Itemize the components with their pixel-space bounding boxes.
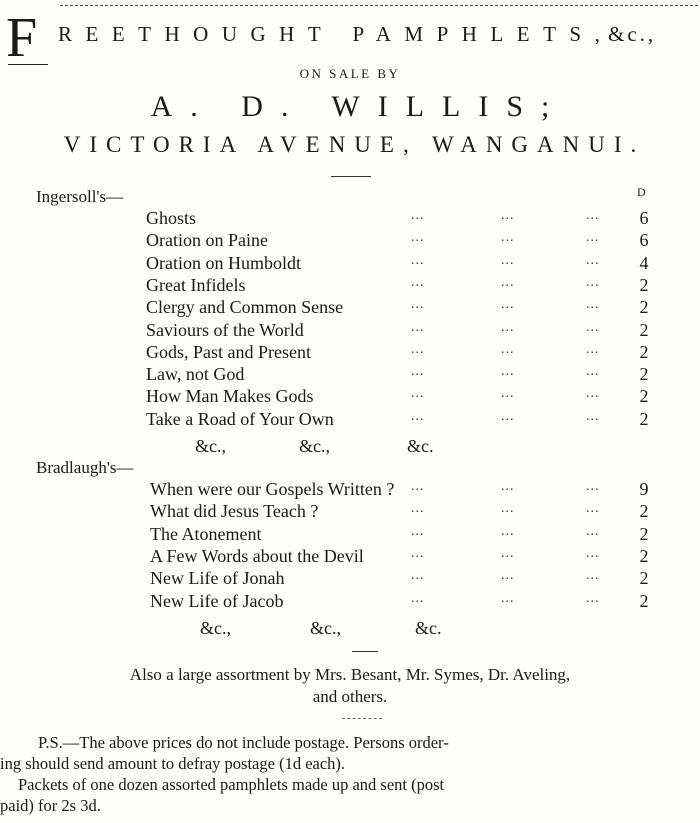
list-item	[146, 320, 650, 342]
title-text: REETHOUGHT PAMPHLETS,	[58, 22, 614, 46]
pamphlet-price: 2	[639, 523, 649, 544]
leader-dots: ...	[586, 386, 600, 402]
leader-dots: ...	[411, 568, 425, 584]
ps-line-1: P.S.—The above prices do not include postage. Persons order-	[38, 733, 449, 752]
section-heading-bradlaugh: Bradlaugh's—	[36, 458, 134, 477]
leader-dots: ...	[501, 274, 515, 290]
list-item	[150, 546, 650, 568]
pamphlet-price: 4	[639, 252, 649, 273]
leader-dots: ...	[501, 252, 515, 268]
pamphlet-price: 2	[639, 408, 649, 429]
pamphlet-title: How Man Makes Gods	[146, 386, 314, 407]
etc-mark: &c.,	[200, 618, 231, 638]
leader-dots: ...	[411, 297, 425, 313]
list-item	[150, 524, 650, 546]
seller-name: A. D. WILLIS;	[150, 90, 568, 123]
title-initial: F	[6, 7, 38, 69]
leader-dots: ...	[501, 230, 515, 246]
leader-dots: ...	[501, 501, 515, 517]
also-line-2: and others.	[312, 687, 388, 706]
pamphlet-title: Oration on Paine	[146, 230, 268, 251]
leader-dots: ...	[586, 208, 600, 223]
etc-mark: &c.	[415, 618, 442, 638]
etc-mark: &c.,	[299, 436, 330, 456]
leader-dots: ...	[411, 364, 425, 380]
pamphlet-title: The Atonement	[150, 523, 262, 544]
pamphlet-price: 2	[639, 341, 649, 362]
pamphlet-title: Clergy and Common Sense	[146, 297, 344, 318]
leader-dots: ...	[586, 568, 600, 584]
leader-dots: ...	[586, 341, 600, 357]
pamphlet-title: Law, not God	[146, 364, 245, 385]
also-line-1: Also a large assortment by Mrs. Besant, Mr. Symes, Dr. Aveling,	[129, 665, 571, 684]
leader-dots: ...	[586, 523, 600, 539]
leader-dots: ...	[586, 319, 600, 335]
list-item	[146, 342, 650, 364]
list-item	[146, 409, 650, 431]
leader-dots: ...	[411, 501, 425, 517]
leader-dots: ...	[411, 319, 425, 335]
leader-dots: ...	[586, 501, 600, 517]
leader-dots: ...	[501, 408, 515, 424]
leader-dots: ...	[501, 341, 515, 357]
pamphlet-title: Take a Road of Your Own	[146, 408, 334, 429]
leader-dots: ...	[501, 479, 515, 494]
list-item	[146, 230, 650, 252]
leader-dots: ...	[586, 590, 600, 606]
list-item	[146, 208, 650, 230]
leader-dots: ...	[501, 568, 515, 584]
divider-rule	[331, 176, 371, 177]
bradlaugh-etc-row	[200, 618, 500, 640]
list-item	[146, 297, 650, 319]
pamphlet-title: Great Infidels	[146, 274, 246, 295]
leader-dots: ...	[411, 545, 425, 561]
leader-dots: ...	[411, 408, 425, 424]
leader-dots: ...	[411, 341, 425, 357]
ps-line-4: paid) for 2s 3d.	[0, 796, 101, 815]
advert-title	[0, 6, 700, 70]
pamphlet-title: Ghosts	[146, 208, 197, 228]
leader-dots: ...	[411, 252, 425, 268]
pamphlet-price: 2	[639, 274, 649, 295]
leader-dots: ...	[501, 208, 515, 223]
leader-dots: ...	[501, 545, 515, 561]
leader-dots: ...	[586, 545, 600, 561]
title-etc: &c.,	[608, 22, 657, 46]
list-item	[150, 501, 650, 523]
leader-dots: ...	[501, 297, 515, 313]
on-sale-by: ON SALE BY	[299, 66, 401, 81]
list-item	[146, 386, 650, 408]
leader-dots: ...	[501, 319, 515, 335]
pamphlet-title: Gods, Past and Present	[146, 341, 311, 362]
divider-rule	[342, 718, 382, 719]
leader-dots: ...	[501, 386, 515, 402]
leader-dots: ...	[501, 590, 515, 606]
leader-dots: ...	[411, 479, 425, 494]
list-item	[146, 253, 650, 275]
leader-dots: ...	[586, 364, 600, 380]
pamphlet-price: 2	[639, 545, 649, 566]
leader-dots: ...	[411, 523, 425, 539]
pamphlet-title: Oration on Humboldt	[146, 252, 301, 273]
pamphlet-price: 2	[639, 590, 649, 611]
pamphlet-title: New Life of Jacob	[150, 590, 284, 611]
pamphlet-title: When were our Gospels Written ?	[150, 479, 395, 499]
leader-dots: ...	[411, 208, 425, 223]
ps-line-2: ing should send amount to defray postage (1d each).	[0, 754, 346, 773]
ps-line-3: Packets of one dozen assorted pamphlets made up and sent (post	[18, 775, 445, 794]
leader-dots: ...	[411, 386, 425, 402]
pamphlet-title: Saviours of the World	[146, 319, 304, 340]
list-item	[150, 568, 650, 590]
ingersoll-etc-row	[195, 436, 495, 458]
initial-underline	[8, 64, 48, 65]
pamphlet-title: New Life of Jonah	[150, 568, 285, 589]
leader-dots: ...	[586, 297, 600, 313]
leader-dots: ...	[586, 230, 600, 246]
leader-dots: ...	[501, 523, 515, 539]
pamphlet-title: What did Jesus Teach ?	[150, 501, 319, 522]
leader-dots: ...	[411, 274, 425, 290]
list-item	[146, 364, 650, 386]
list-item	[146, 275, 650, 297]
pamphlet-price: 2	[639, 297, 649, 318]
list-item	[150, 591, 650, 613]
pamphlet-title: A Few Words about the Devil	[150, 545, 364, 566]
pamphlet-price: 2	[639, 501, 649, 522]
pamphlet-price: 2	[639, 568, 649, 589]
divider-rule	[352, 651, 378, 652]
leader-dots: ...	[411, 590, 425, 606]
pamphlet-price: 2	[639, 364, 649, 385]
pamphlet-price: 2	[639, 319, 649, 340]
pamphlet-price: 9	[639, 479, 649, 499]
leader-dots: ...	[586, 252, 600, 268]
leader-dots: ...	[411, 230, 425, 246]
leader-dots: ...	[586, 408, 600, 424]
list-item	[150, 479, 650, 501]
leader-dots: ...	[586, 479, 600, 494]
etc-mark: &c.,	[195, 436, 226, 456]
pamphlet-price: 6	[639, 230, 649, 251]
etc-mark: &c.	[407, 436, 434, 456]
section-heading-ingersoll: Ingersoll's—	[36, 187, 124, 206]
leader-dots: ...	[586, 274, 600, 290]
price-column-header: D	[637, 185, 646, 199]
pamphlet-price: 2	[639, 386, 649, 407]
etc-mark: &c.,	[310, 618, 341, 638]
pamphlet-price: 6	[639, 208, 649, 228]
seller-address: VICTORIA AVENUE, WANGANUI.	[63, 132, 646, 157]
leader-dots: ...	[501, 364, 515, 380]
